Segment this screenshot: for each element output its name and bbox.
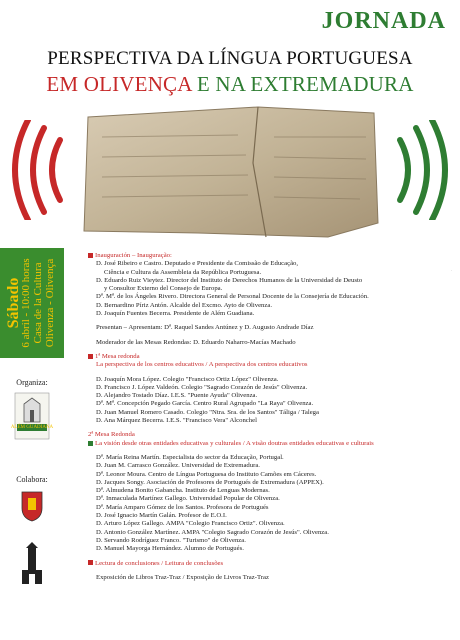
event-venue: Casa de la Cultura [32, 262, 44, 344]
mesa2-item: Dª. Inmaculada Martínez Gallego. Universidad Popular de Olivenza. [96, 495, 280, 503]
jornada-title: JORNADA [321, 8, 446, 34]
inauguration-heading: Inauguración – Inauguração: [88, 252, 444, 260]
side-credit: · [449, 270, 454, 272]
mesa2-item: Dª. Almudena Bonito Gabancha. Instituto de Lenguas Modernas. [96, 487, 270, 495]
date-band [0, 248, 64, 358]
mesa2-item: Dª. María Reina Martín. Especialista do sector da Educação, Portugal. [96, 453, 284, 461]
event-place: Olivenza - Olivença [44, 258, 56, 348]
organiza-label: Organiza: [16, 378, 48, 387]
exhibition-line: Exposición de Libros Traz-Traz / Exposição de Livros Traz-Traz [96, 573, 269, 581]
inauguration-item: D. Bernardino Píriz Antón. Alcalde del Excmo. Ayto de Olivenza. [96, 301, 273, 309]
sound-arcs-right-icon [392, 120, 452, 220]
mesa1-heading: 1ª Mesa redonda [88, 353, 444, 361]
inauguration-item: D. Eduardo Ruiz Vieytez. Director del Instituto de Derechos Humanos de la Universidad de Deusto [96, 276, 363, 284]
sound-arcs-left-icon [8, 120, 68, 220]
mesa2-item: Dª. María Amparo Gómez de los Santos. Profesora de Portugués [96, 503, 269, 511]
event-date-time: 6 abril - 10:00 horas [20, 258, 32, 348]
mesa2-subtitle: La visión desde otras entidades educativas y culturales / A visão doutras entidades educativas e culturais [88, 440, 444, 448]
mesa2-item: D. José Ignacio Martín Galán. Profesor de E.O.I. [96, 512, 227, 520]
program-content [88, 252, 444, 582]
colabora-label: Colabora: [16, 475, 48, 484]
sub-title-red: EM OLIVENÇA [46, 72, 192, 96]
inauguration-item: D. José Ribeiro e Castro. Deputado e Presidente da Comissão de Educação, [96, 260, 299, 268]
organizer-logo-text: ALÉM GUADIANA [10, 425, 54, 430]
mesa2-item: Dª. Leonor Moura. Centro de Língua Portuguesa do Instituto Camões em Cáceres. [96, 470, 317, 478]
mesa1-subtitle: La perspectiva de los centros educativos / A perspectiva dos centros educativos [96, 361, 308, 369]
collaborator-crest-logo [14, 488, 50, 524]
mesa1-item: D. Joaquín Mora López. Colegio "Francisco Ortiz López" Olivenza. [96, 375, 279, 383]
stone-inscription-image [78, 103, 380, 241]
date-band-text [5, 258, 56, 348]
mesa2-item: D. Manuel Mayorga Hernández. Alumno de Portugués. [96, 545, 244, 553]
mesa2-item: D. Antonio González Martínez. AMPA "Colegio Sagrado Corazón de Jesús". Olivenza. [96, 528, 329, 536]
main-title: PERSPECTIVA DA LÍNGUA PORTUGUESA [47, 48, 413, 69]
inauguration-item: Dª. Mª. de los Ángeles Rivero. Directora General de Personal Docente de la Consejería de Educación. [96, 293, 369, 301]
sub-title [0, 72, 460, 97]
mesa2-item: D. Jacques Songy. Asociación de Profesores de Portugués de Extremadura (APPEX). [96, 478, 324, 486]
organizer-logo [14, 392, 50, 440]
sub-title-green: E NA EXTREMADURA [196, 72, 414, 96]
inauguration-item: y Consultor Externo del Consejo de Europa. [104, 285, 223, 293]
mesa1-item: D. Ana Márquez Becerra. I.E.S. "Francisco Vera" Alconchel [96, 417, 257, 425]
presenters-line: Presentan – Apresentam: Dª. Raquel Sandes Antúnez y D. Augusto Andrade Díaz [96, 324, 314, 332]
inauguration-item: Ciência e Cultura da Assembleia da República Portuguesa. [104, 268, 262, 276]
mesa2-item: D. Juan M. Carrasco González. Universidad de Extremadura. [96, 462, 260, 470]
mesa2-item: D. Servando Rodríguez Franco. "Turismo" de Olivenza. [96, 536, 246, 544]
event-day: Sábado [5, 277, 22, 329]
mesa1-item: D. Francisco J. López Valdeón. Colegio "Sagrado Corazón de Jesús" Olivenza. [96, 383, 308, 391]
moderator-line: Moderador de las Mesas Redondas: D. Eduardo Naharro-Macías Machado [96, 338, 296, 346]
mesa1-item: D. Alejandro Tostado Díaz. I.E.S. "Puente Ayuda" Olivenza. [96, 392, 258, 400]
mesa1-item: D. Juan Manuel Romero Casado. Colegio "Ntra. Sra. de los Santos" Táliga / Talega [96, 408, 319, 416]
mesa2-heading: 2ª Mesa Redonda [88, 431, 135, 439]
mesa2-item: D. Arturo López Gallego. AMPA "Colegio Francisco Ortiz". Olivenza. [96, 520, 285, 528]
collaborator-tower-logo [14, 540, 50, 596]
mesa1-item: Dª. Mª. Concepción Pegado García. Centro Rural Agrupado "La Raya" Olivenza. [96, 400, 314, 408]
inauguration-item: D. Joaquín Fuentes Becerra. Presidente de Além Guadiana. [96, 310, 255, 318]
conclusions-line: Lectura de conclusiones / Leitura de conclusões [88, 560, 444, 568]
